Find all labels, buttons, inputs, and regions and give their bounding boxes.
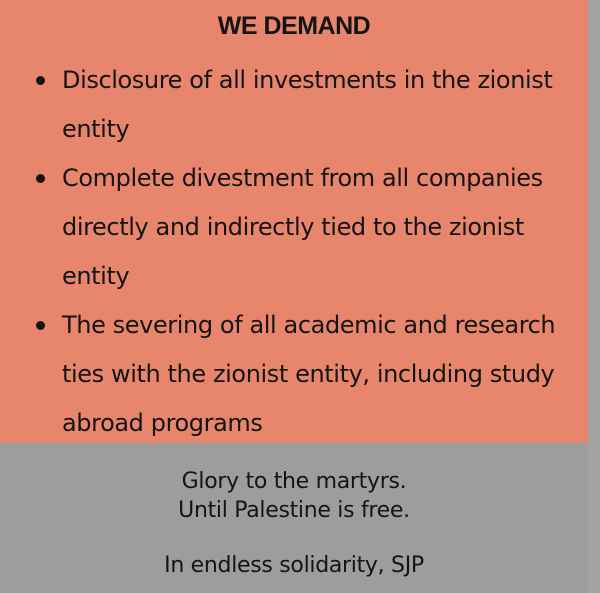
demand-item bbox=[36, 154, 576, 301]
footer bbox=[0, 443, 588, 593]
demand-text: Disclosure of all investments in the zionist entity bbox=[62, 66, 553, 143]
demand-item bbox=[36, 56, 576, 154]
footer-line-martyrs: Glory to the martyrs. bbox=[181, 469, 407, 494]
right-edge-strip bbox=[588, 0, 600, 593]
panel-heading: WE DEMAND bbox=[217, 12, 371, 40]
footer-signoff: In endless solidarity, SJP bbox=[164, 553, 424, 578]
demand-text: Complete divestment from all companies directly and indirectly tied to the zionist entity bbox=[62, 164, 543, 290]
demand-list bbox=[36, 56, 576, 448]
demand-text: The severing of all academic and research ties with the zionist entity, including study abroad programs bbox=[62, 311, 556, 437]
bullet-icon bbox=[36, 174, 45, 183]
demand-item bbox=[36, 301, 576, 448]
bullet-icon bbox=[36, 76, 45, 85]
bullet-icon bbox=[36, 321, 45, 330]
footer-line-palestine: Until Palestine is free. bbox=[178, 498, 410, 523]
